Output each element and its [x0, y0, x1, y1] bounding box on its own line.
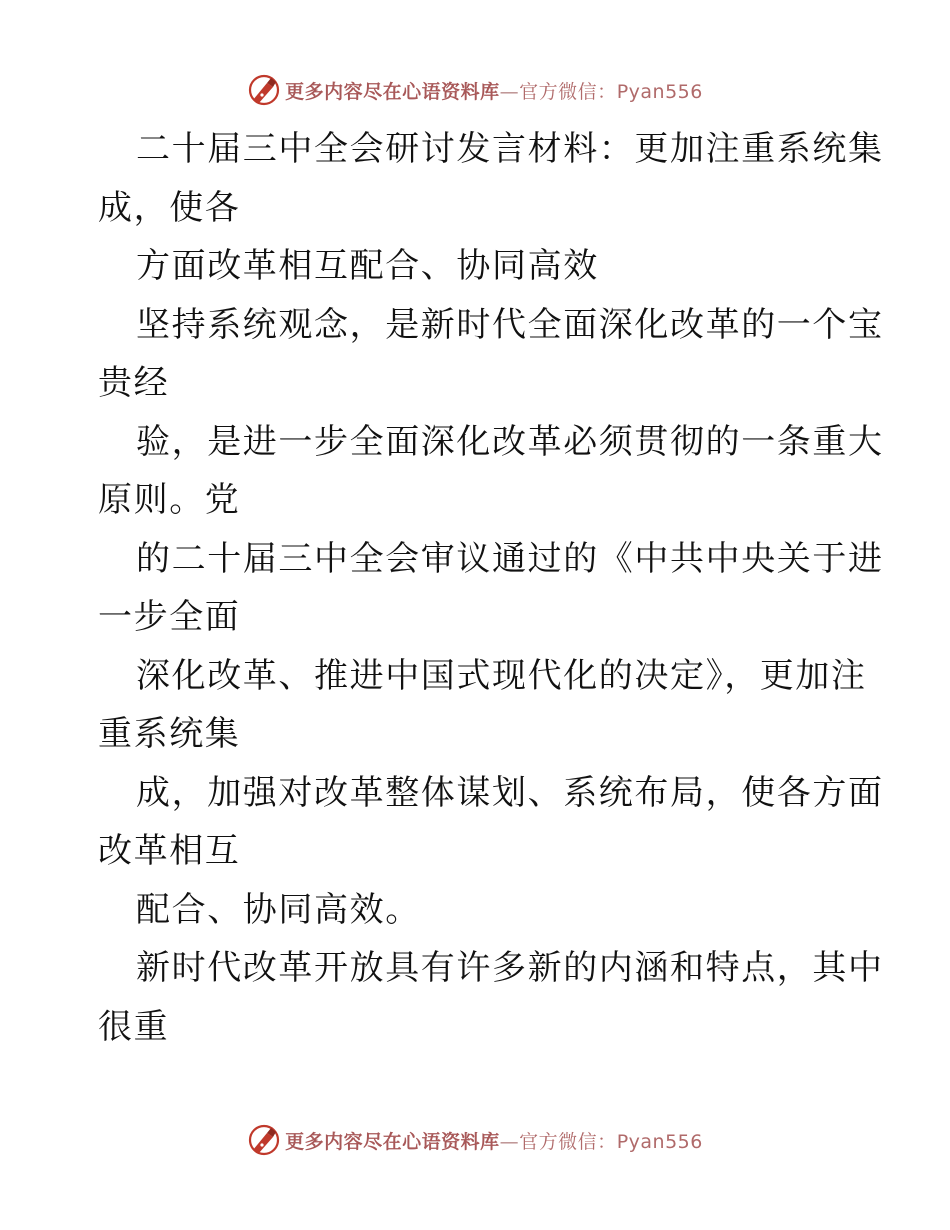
paragraph-line: 验，是进一步全面深化改革必须贯彻的一条重大: [136, 421, 884, 462]
paragraph-line: 的二十届三中全会审议通过的《中共中央关于进: [136, 538, 884, 579]
paragraph-line: 方面改革相互配合、协同高效: [136, 246, 599, 286]
watermark-main: 更多内容尽在心语资料库: [285, 80, 500, 103]
paragraph-line: 原则。党: [98, 480, 241, 520]
paragraph-line: 很重: [98, 1006, 170, 1047]
paragraph-line: 新时代改革开放具有许多新的内涵和特点，其中: [136, 948, 884, 988]
paragraph-line: 坚持系统观念，是新时代全面深化改革的一个宝: [136, 304, 884, 345]
paragraph-line: 贵经: [98, 363, 170, 403]
paragraph-line: 二十届三中全会研讨发言材料：更加注重系统集: [136, 129, 884, 169]
watermark-dash: —: [499, 1130, 520, 1153]
header-watermark: [0, 70, 950, 110]
watermark-wechat-id: Pyan556: [616, 80, 703, 103]
paragraph-line: 改革相互: [98, 831, 241, 871]
paragraph-line: 深化改革、推进中国式现代化的决定》，更加注: [136, 655, 867, 696]
paragraph-line: 成，加强对改革整体谋划、系统布局，使各方面: [136, 772, 884, 813]
watermark-main: 更多内容尽在心语资料库: [285, 1130, 500, 1153]
pen-nib-logo-icon: [247, 1123, 281, 1157]
pen-nib-logo-icon: [247, 73, 281, 107]
footer-watermark: [0, 1120, 950, 1160]
watermark-wechat-label: 官方微信：: [519, 80, 617, 103]
document-body: [98, 120, 884, 1056]
paragraph-line: 一步全面: [98, 597, 241, 637]
watermark-text: [285, 1127, 703, 1154]
paragraph-line: 配合、协同高效。: [136, 889, 421, 930]
paragraph-line: 重系统集: [98, 714, 241, 754]
watermark-wechat-id: Pyan556: [616, 1130, 703, 1153]
watermark-wechat-label: 官方微信：: [519, 1130, 617, 1153]
watermark-dash: —: [499, 80, 520, 103]
watermark-text: [285, 77, 703, 104]
paragraph-line: 成，使各: [98, 187, 241, 228]
